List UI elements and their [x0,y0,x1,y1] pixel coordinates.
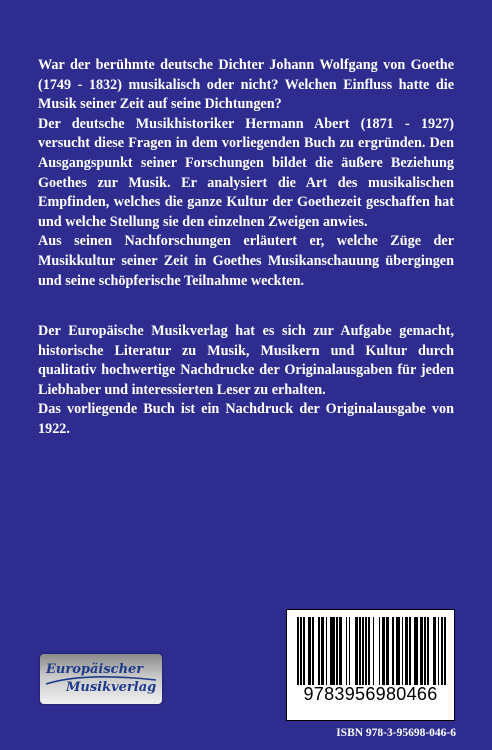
paragraph: Aus seinen Nachforschungen erläutert er, welche Züge der Musikkultur seiner Zeit in Goethes Musikanschauung übergingen und seine schöpferische Teilnahme weckten. [38,233,454,289]
logo-text-line1: Europäischer [46,662,144,677]
logo-text-line2: Musikverlag [66,680,157,695]
description-block [38,56,454,291]
paragraph: Der Europäische Musikverlag hat es sich zur Aufgabe gemacht, historische Literatur zu Musik, Musikern und Kultur durch qualitativ hochwertige Nachdrucke der Originalausgaben für jeden Liebhaber und interessierten Leser zu erhalten. [38,323,454,398]
barcode-digits: 9783956980466 [303,684,438,704]
barcode-bars [297,617,446,685]
barcode [286,609,455,721]
paragraph: Das vorliegende Buch ist ein Nachdruck der Originalausgabe von 1922. [38,401,454,437]
paragraph: War der berühmte deutsche Dichter Johann Wolfgang von Goethe (1749 - 1832) musikalisch oder nicht? Welchen Einfluss hatte die Musik seiner Zeit auf seine Dichtungen? [38,57,454,113]
isbn-label: ISBN 978-3-95698-046-6 [336,727,456,739]
publisher-block [38,322,454,440]
paragraph: Der deutsche Musikhistoriker Hermann Abert (1871 - 1927) versucht diese Fragen in dem vorliegenden Buch zu ergründen. Den Ausgangspunkt seiner Forschungen bildet die äußere Beziehung Goethes zur Musik. Er analysiert die Art des musikalischen Empfinden, welches die ganze Kultur der Goethezeit geschaffen hat und welche Stellung sie den einzelnen Zweigen anwies. [38,115,454,230]
publisher-logo [40,654,162,704]
